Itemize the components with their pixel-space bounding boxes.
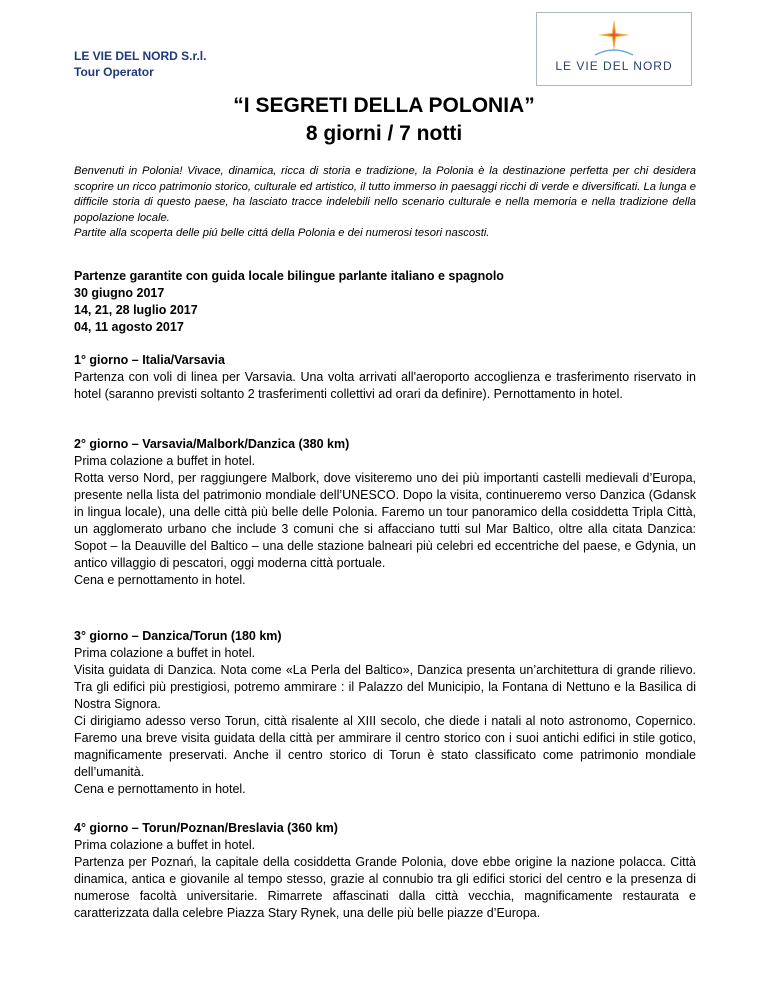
departures-heading: Partenze garantite con guida locale bilingue parlante italiano e spagnolo [74, 269, 504, 283]
company-name: LE VIE DEL NORD S.r.l. [74, 49, 207, 63]
day-3-section [74, 628, 696, 798]
day-heading: 1° giorno – Italia/Varsavia [74, 353, 225, 367]
company-header [74, 48, 206, 80]
intro-paragraph [74, 164, 696, 242]
departure-date: 04, 11 agosto 2017 [74, 320, 184, 334]
intro-text-2: Partite alla scoperta delle piú belle cittá della Polonia e dei numerosi tesori nascosti. [74, 227, 490, 239]
day-1-section [74, 352, 696, 403]
departure-date: 30 giugno 2017 [74, 286, 165, 300]
day-text: Partenza per Poznań, la capitale della cosiddetta Grande Polonia, dove ebbe origine la nazione polacca. Città dinamica, antica e giovanile al tempo stesso, grazie al connubio tra gli edifici storici del centro e la presenza di numerose facoltà universitarie. Rimarrete affascinati dalla città vecchia, magnificamente restaurata e caratterizzata dalla celebre Piazza Stary Rynek, una delle più belle piazze d’Europa. [74, 855, 696, 920]
company-subtitle: Tour Operator [74, 65, 154, 79]
day-2-section [74, 436, 696, 589]
day-heading: 3° giorno – Danzica/Torun (180 km) [74, 629, 282, 643]
day-text: Prima colazione a buffet in hotel. [74, 454, 256, 468]
title-line-1: “I SEGRETI DELLA POLONIA” [233, 94, 535, 117]
document-title [0, 92, 768, 148]
company-logo [536, 12, 692, 86]
day-text: Cena e pernottamento in hotel. [74, 573, 246, 587]
day-text: Partenza con voli di linea per Varsavia. Una volta arrivati all'aeroporto accoglienza e trasferimento riservato in hotel (saranno previsti soltanto 2 trasferimenti collettivi ad orari da definire). Pernottamento in hotel. [74, 370, 696, 401]
compass-star-icon [593, 17, 635, 57]
intro-text: Benvenuti in Polonia! Vivace, dinamica, ricca di storia e tradizione, la Polonia è la destinazione perfetta per chi desidera scoprire un ricco patrimonio storico, culturale ed artistico, il tutto immerso in paesaggi ricchi di verde e diversificati. La lunga e difficile storia di questo paese, ha lasciato tracce indelebili nello scenario culturale e nella memoria e nella tradizione della popolazione locale. [74, 165, 696, 224]
day-4-section [74, 820, 696, 922]
departure-date: 14, 21, 28 luglio 2017 [74, 303, 198, 317]
day-text: Prima colazione a buffet in hotel. [74, 838, 256, 852]
day-text: Ci dirigiamo adesso verso Torun, città risalente al XIII secolo, che diede i natali al noto astronomo, Copernico. Faremo una breve visita guidata della città per ammirare il centro storico con i suoi antichi edifici in stile gotico, magnificamente preservati. Anche il centro storico di Torun è stato classificato come patrimonio mondiale dell’umanità. [74, 714, 696, 779]
day-text: Rotta verso Nord, per raggiungere Malbork, dove visiteremo uno dei più importanti castelli medievali d’Europa, presente nella lista del patrimonio mondiale dell’UNESCO. Dopo la visita, continueremo verso Danzica (Gdansk in lingua locale), una delle città più belle delle Polonia. Faremo un tour panoramico della cosiddetta Tripla Città, un agglomerato urbano che include 3 comuni che si affacciano tutti sul Mar Baltico, oltre alla citata Danzica: Sopot – la Deauville del Baltico – una delle stazione balneari più celebri ed eccentriche del paese, e Gdynia, un antico villaggio di pescatori, oggi moderna città portuale. [74, 471, 696, 570]
day-heading: 4° giorno – Torun/Poznan/Breslavia (360 km) [74, 821, 338, 835]
day-heading: 2° giorno – Varsavia/Malbork/Danzica (380 km) [74, 437, 350, 451]
logo-text: LE VIE DEL NORD [555, 59, 673, 73]
title-line-2: 8 giorni / 7 notti [305, 122, 463, 145]
departures-section [74, 268, 696, 336]
day-text: Visita guidata di Danzica. Nota come «La Perla del Baltico», Danzica presenta un’architettura di grande rilievo. Tra gli edifici più prestigiosi, potremo ammirare : il Palazzo del Municipio, la Fontana di Nettuno e la Basilica di Nostra Signora. [74, 663, 696, 711]
day-text: Cena e pernottamento in hotel. [74, 782, 246, 796]
day-text: Prima colazione a buffet in hotel. [74, 646, 256, 660]
